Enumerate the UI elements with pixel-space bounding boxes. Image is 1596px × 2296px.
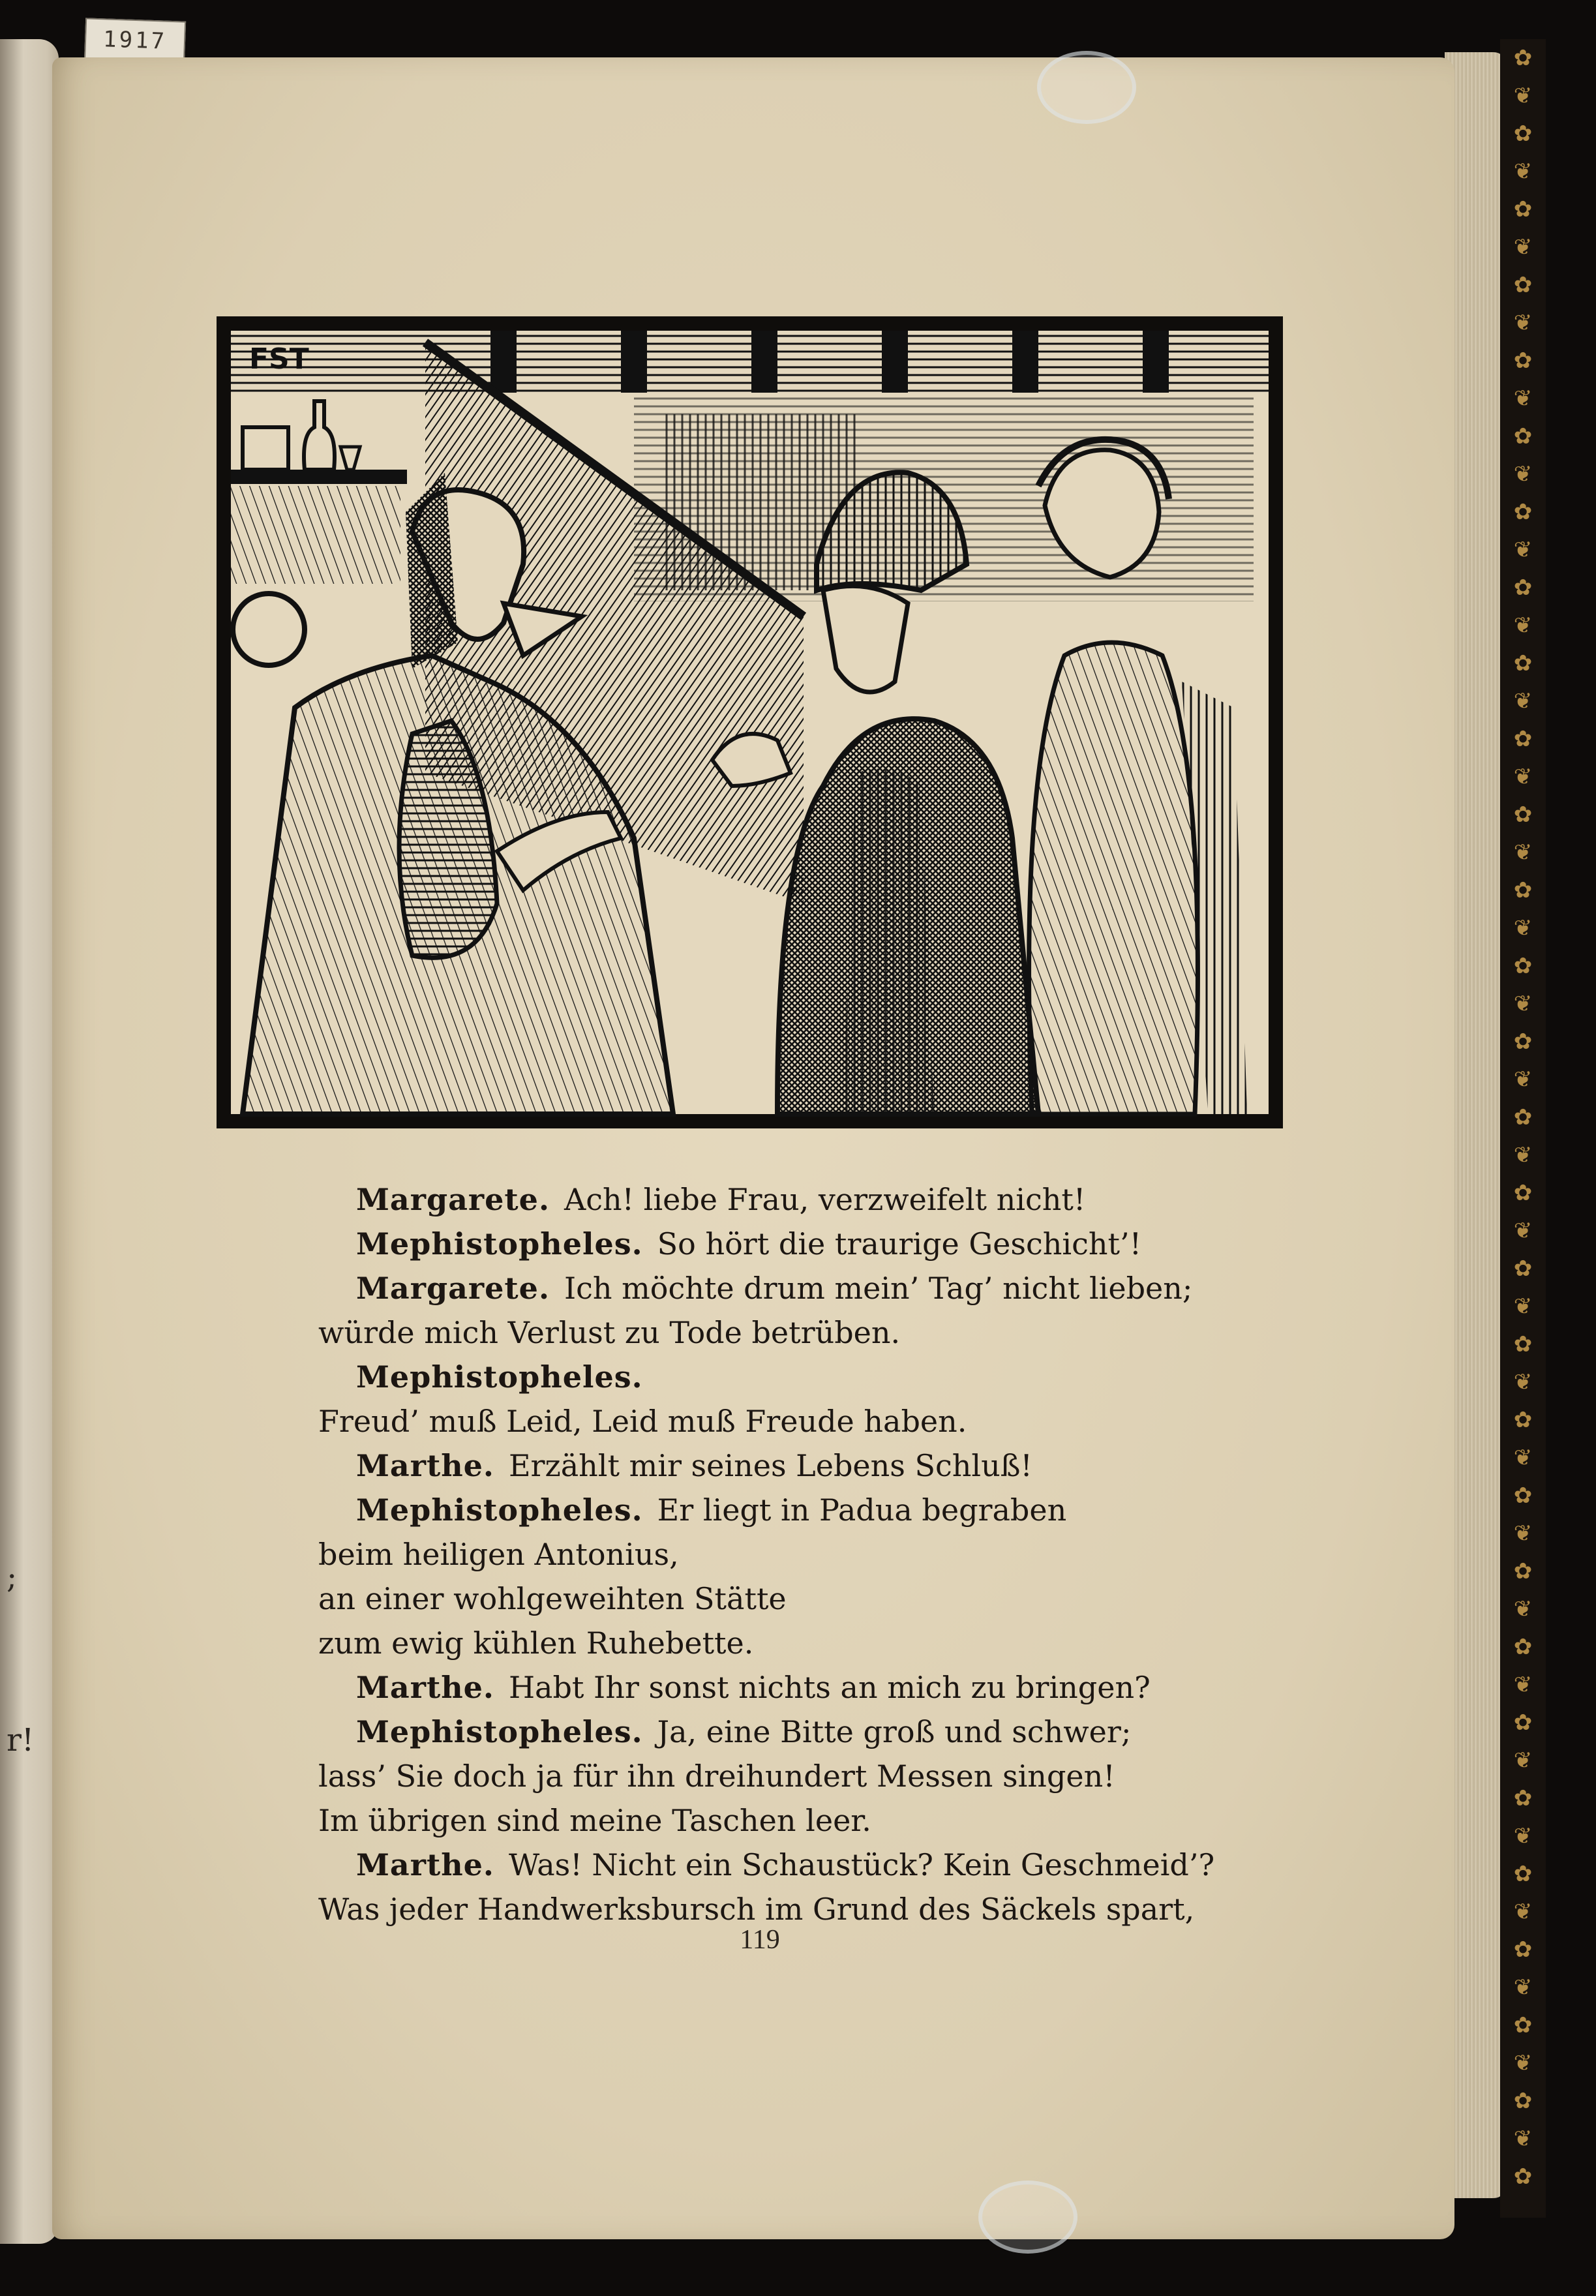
binding-flower-icon: ❦ — [1513, 1369, 1533, 1395]
binding-flower-icon: ✿ — [1513, 1180, 1533, 1206]
binding-flower-icon: ✿ — [1513, 726, 1533, 752]
dialogue-text — [318, 1177, 1284, 1931]
dialogue-line — [318, 1577, 1284, 1621]
binding-flower-icon: ❦ — [1513, 1218, 1533, 1244]
speaker-name: Margarete. — [356, 1182, 550, 1217]
binding-flower-icon: ✿ — [1513, 1029, 1533, 1055]
binding-flower-icon: ❦ — [1513, 537, 1533, 563]
binding-flower-icon: ❦ — [1513, 1445, 1533, 1471]
verse-text: an einer wohlgeweihten Stätte — [318, 1581, 787, 1616]
speech-text: Ich möchte drum mein’ Tag’ nicht lieben; — [564, 1271, 1193, 1306]
binding-flower-icon: ❦ — [1513, 2050, 1533, 2076]
page-clip-bottom — [978, 2181, 1077, 2254]
binding-flower-icon: ✿ — [1513, 877, 1533, 903]
dialogue-line — [318, 1710, 1284, 1754]
speech-text: Ach! liebe Frau, verzweifelt nicht! — [564, 1182, 1086, 1217]
binding-flower-icon: ❦ — [1513, 1066, 1533, 1093]
binding-ornament — [1505, 39, 1541, 2218]
speaker-name: Mephistopheles. — [356, 1714, 643, 1749]
speaker-name: Marthe. — [356, 1670, 494, 1705]
library-label: 1917 — [84, 18, 186, 66]
binding-flower-icon: ❦ — [1513, 1974, 1533, 2001]
dialogue-line — [318, 1754, 1284, 1798]
binding-flower-icon: ✿ — [1513, 1634, 1533, 1660]
dialogue-line — [318, 1843, 1284, 1887]
dialogue-line — [318, 1355, 1284, 1399]
binding-flower-icon: ❦ — [1513, 915, 1533, 941]
dialogue-line — [318, 1488, 1284, 1532]
verse-text: Freud’ muß Leid, Leid muß Freude haben. — [318, 1404, 967, 1439]
binding-flower-icon: ❦ — [1513, 991, 1533, 1017]
woodcut-illustration — [217, 316, 1283, 1128]
binding-flower-icon: ✿ — [1513, 1710, 1533, 1736]
binding-flower-icon: ✿ — [1513, 802, 1533, 828]
dialogue-line — [318, 1621, 1284, 1665]
speaker-name: Mephistopheles. — [356, 1359, 643, 1395]
verse-text: Im übrigen sind meine Taschen leer. — [318, 1803, 871, 1838]
verse-text: lass’ Sie doch ja für ihn dreihundert Messen singen! — [318, 1759, 1115, 1794]
dialogue-line — [318, 1266, 1284, 1310]
binding-flower-icon: ❦ — [1513, 385, 1533, 412]
binding-flower-icon: ✿ — [1513, 196, 1533, 222]
dialogue-line — [318, 1798, 1284, 1843]
binding-flower-icon: ✿ — [1513, 1937, 1533, 1963]
binding-flower-icon: ✿ — [1513, 423, 1533, 449]
binding-flower-icon: ❦ — [1513, 461, 1533, 487]
binding-flower-icon: ❦ — [1513, 764, 1533, 790]
book-binding — [1500, 39, 1546, 2218]
speech-text: Er liegt in Padua begraben — [657, 1492, 1067, 1528]
binding-flower-icon: ❦ — [1513, 1596, 1533, 1622]
dialogue-line — [318, 1532, 1284, 1577]
left-margin-mark: r! — [7, 1722, 35, 1759]
speech-text: So hört die traurige Geschicht’! — [657, 1226, 1142, 1261]
verse-text: Was jeder Handwerksbursch im Grund des Säckels spart, — [318, 1892, 1195, 1927]
binding-flower-icon: ✿ — [1513, 953, 1533, 979]
dialogue-line — [318, 1887, 1284, 1931]
binding-flower-icon: ✿ — [1513, 1861, 1533, 1887]
binding-flower-icon: ✿ — [1513, 650, 1533, 676]
binding-flower-icon: ✿ — [1513, 499, 1533, 525]
binding-flower-icon: ❦ — [1513, 1823, 1533, 1849]
binding-flower-icon: ❦ — [1513, 612, 1533, 639]
verse-text: würde mich Verlust zu Tode betrüben. — [318, 1315, 901, 1350]
speaker-name: Marthe. — [356, 1847, 494, 1882]
speech-text: Erzählt mir seines Lebens Schluß! — [508, 1448, 1032, 1483]
binding-flower-icon: ✿ — [1513, 1104, 1533, 1130]
speaker-name: Mephistopheles. — [356, 1492, 643, 1528]
binding-flower-icon: ❦ — [1513, 1293, 1533, 1320]
binding-flower-icon: ❦ — [1513, 1747, 1533, 1774]
binding-flower-icon: ❦ — [1513, 1672, 1533, 1698]
previous-page-edge — [0, 39, 59, 2244]
binding-flower-icon: ✿ — [1513, 1331, 1533, 1357]
dialogue-line — [318, 1399, 1284, 1443]
binding-flower-icon: ✿ — [1513, 2012, 1533, 2038]
binding-flower-icon: ❦ — [1513, 310, 1533, 336]
speaker-name: Marthe. — [356, 1448, 494, 1483]
dialogue-line — [318, 1665, 1284, 1710]
binding-flower-icon: ❦ — [1513, 1899, 1533, 1925]
dialogue-line — [318, 1222, 1284, 1266]
binding-flower-icon: ❦ — [1513, 688, 1533, 714]
binding-flower-icon: ❦ — [1513, 2126, 1533, 2152]
speaker-name: Margarete. — [356, 1271, 550, 1306]
dialogue-line — [318, 1443, 1284, 1488]
binding-flower-icon: ✿ — [1513, 1558, 1533, 1584]
monogram: FST — [249, 342, 309, 376]
binding-flower-icon: ❦ — [1513, 83, 1533, 109]
speech-text: Habt Ihr sonst nichts an mich zu bringen? — [508, 1670, 1151, 1705]
binding-flower-icon: ✿ — [1513, 1785, 1533, 1811]
binding-flower-icon: ❦ — [1513, 1520, 1533, 1547]
speech-text: Ja, eine Bitte groß und schwer; — [657, 1714, 1132, 1749]
margarete-dress — [1029, 642, 1198, 1114]
binding-flower-icon: ✿ — [1513, 272, 1533, 298]
dialogue-line — [318, 1310, 1284, 1355]
binding-flower-icon: ✿ — [1513, 1407, 1533, 1433]
page-clip-top — [1037, 51, 1136, 124]
binding-flower-icon: ✿ — [1513, 1256, 1533, 1282]
shelf — [231, 470, 407, 484]
binding-flower-icon: ❦ — [1513, 1142, 1533, 1168]
marthe-apron — [843, 768, 934, 1114]
ceiling — [231, 331, 1269, 393]
binding-flower-icon: ✿ — [1513, 2088, 1533, 2114]
speech-text: Was! Nicht ein Schaustück? Kein Geschmeid’? — [508, 1847, 1215, 1882]
binding-flower-icon: ✿ — [1513, 121, 1533, 147]
binding-flower-icon: ✿ — [1513, 2164, 1533, 2190]
verse-text: zum ewig kühlen Ruhebette. — [318, 1625, 754, 1661]
binding-flower-icon: ❦ — [1513, 234, 1533, 260]
binding-flower-icon: ❦ — [1513, 159, 1533, 185]
left-margin-mark: ; — [7, 1559, 18, 1595]
binding-flower-icon: ✿ — [1513, 1483, 1533, 1509]
speaker-name: Mephistopheles. — [356, 1226, 643, 1261]
binding-flower-icon: ✿ — [1513, 348, 1533, 374]
binding-flower-icon: ✿ — [1513, 575, 1533, 601]
binding-flower-icon: ✿ — [1513, 45, 1533, 71]
binding-flower-icon: ❦ — [1513, 839, 1533, 866]
dialogue-line — [318, 1177, 1284, 1222]
verse-text: beim heiligen Antonius, — [318, 1537, 679, 1572]
page-number: 119 — [740, 1925, 780, 1955]
